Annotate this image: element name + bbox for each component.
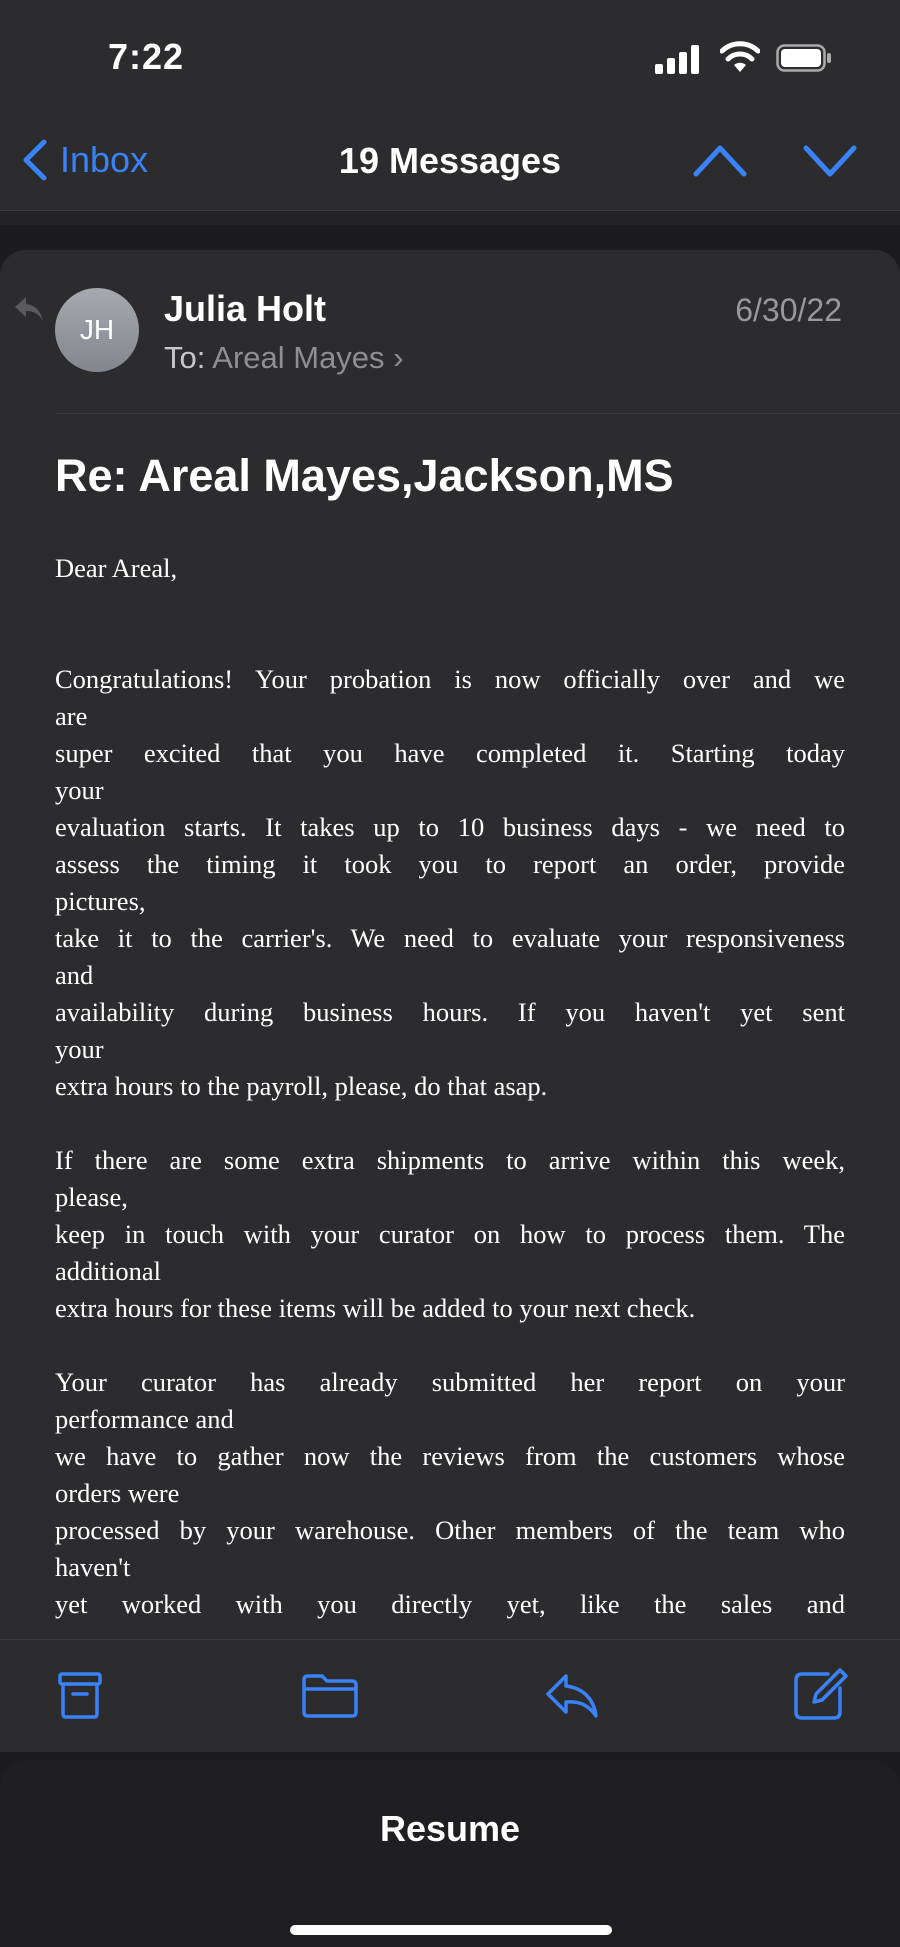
avatar-initials: JH xyxy=(79,314,115,345)
body-line: availability during business hours. If you haven't yet sent xyxy=(55,997,845,1027)
back-button-label: Inbox xyxy=(60,139,149,180)
sender-name[interactable]: Julia Holt xyxy=(164,288,327,329)
home-indicator[interactable] xyxy=(290,1925,612,1935)
cellular-signal-icon xyxy=(655,44,701,74)
paragraph-gap xyxy=(55,1105,845,1142)
body-line: your xyxy=(55,1034,104,1064)
greeting: Dear Areal, xyxy=(55,553,178,583)
previous-message-button[interactable] xyxy=(692,140,748,180)
page-title: 19 Messages xyxy=(338,140,562,181)
message-toolbar xyxy=(0,1639,900,1752)
header-divider xyxy=(55,413,900,414)
chevron-right-icon: › xyxy=(393,340,404,375)
paragraph-gap xyxy=(55,1327,845,1364)
recipient-name: Areal Mayes xyxy=(212,340,385,375)
body-line: extra hours to the payroll, please, do that asap. xyxy=(55,1071,548,1101)
message-date: 6/30/22 xyxy=(735,292,842,328)
body-line: your xyxy=(55,775,104,805)
archive-icon[interactable] xyxy=(50,1666,110,1724)
body-line: orders were xyxy=(55,1478,180,1508)
body-line: we have to gather now the reviews from the customers whose xyxy=(55,1441,845,1471)
body-line: extra hours for these items will be added to your next check. xyxy=(55,1293,696,1323)
body-line: and xyxy=(55,960,94,990)
paragraph-gap xyxy=(55,587,845,661)
recipient-line[interactable] xyxy=(164,340,404,376)
body-line: If there are some extra shipments to arrive within this week, xyxy=(55,1145,845,1175)
body-line: Congratulations! Your probation is now officially over and we xyxy=(55,664,845,694)
resume-button[interactable]: Resume xyxy=(379,1808,521,1849)
message-subject: Re: Areal Mayes,Jackson,MS xyxy=(55,450,674,501)
body-line: assess the timing it took you to report an order, provide xyxy=(55,849,845,879)
body-line: please, xyxy=(55,1182,128,1212)
body-line: keep in touch with your curator on how to process them. The xyxy=(55,1219,845,1249)
body-line: take it to the carrier's. We need to evaluate your responsiveness xyxy=(55,923,845,953)
message-body xyxy=(55,550,845,1623)
compose-icon[interactable] xyxy=(790,1666,850,1724)
sender-avatar[interactable] xyxy=(55,288,139,372)
body-line: are xyxy=(55,701,88,731)
body-line: evaluation starts. It takes up to 10 business days - we need to xyxy=(55,812,845,842)
previous-message-edge xyxy=(0,211,900,225)
to-prefix: To: xyxy=(164,340,206,375)
status-time: 7:22 xyxy=(108,36,185,77)
wifi-icon xyxy=(720,38,760,74)
folder-icon[interactable] xyxy=(300,1666,360,1724)
body-line: pictures, xyxy=(55,886,146,916)
body-line: processed by your warehouse. Other members of the team who xyxy=(55,1515,845,1545)
navigation-bar xyxy=(0,110,900,211)
body-line: yet worked with you directly yet, like the sales and xyxy=(55,1589,845,1619)
next-message-button[interactable] xyxy=(802,140,858,180)
body-line: super excited that you have completed it. Starting today xyxy=(55,738,845,768)
resume-bar xyxy=(0,1760,900,1947)
body-line: performance and xyxy=(55,1404,234,1434)
status-bar xyxy=(0,0,900,110)
replied-indicator-icon xyxy=(12,294,46,324)
body-line: Your curator has already submitted her report on your xyxy=(55,1367,845,1397)
body-line: haven't xyxy=(55,1552,131,1582)
message-card xyxy=(0,250,900,1750)
body-line: additional xyxy=(55,1256,161,1286)
reply-icon[interactable] xyxy=(542,1666,602,1724)
battery-icon xyxy=(776,44,832,72)
